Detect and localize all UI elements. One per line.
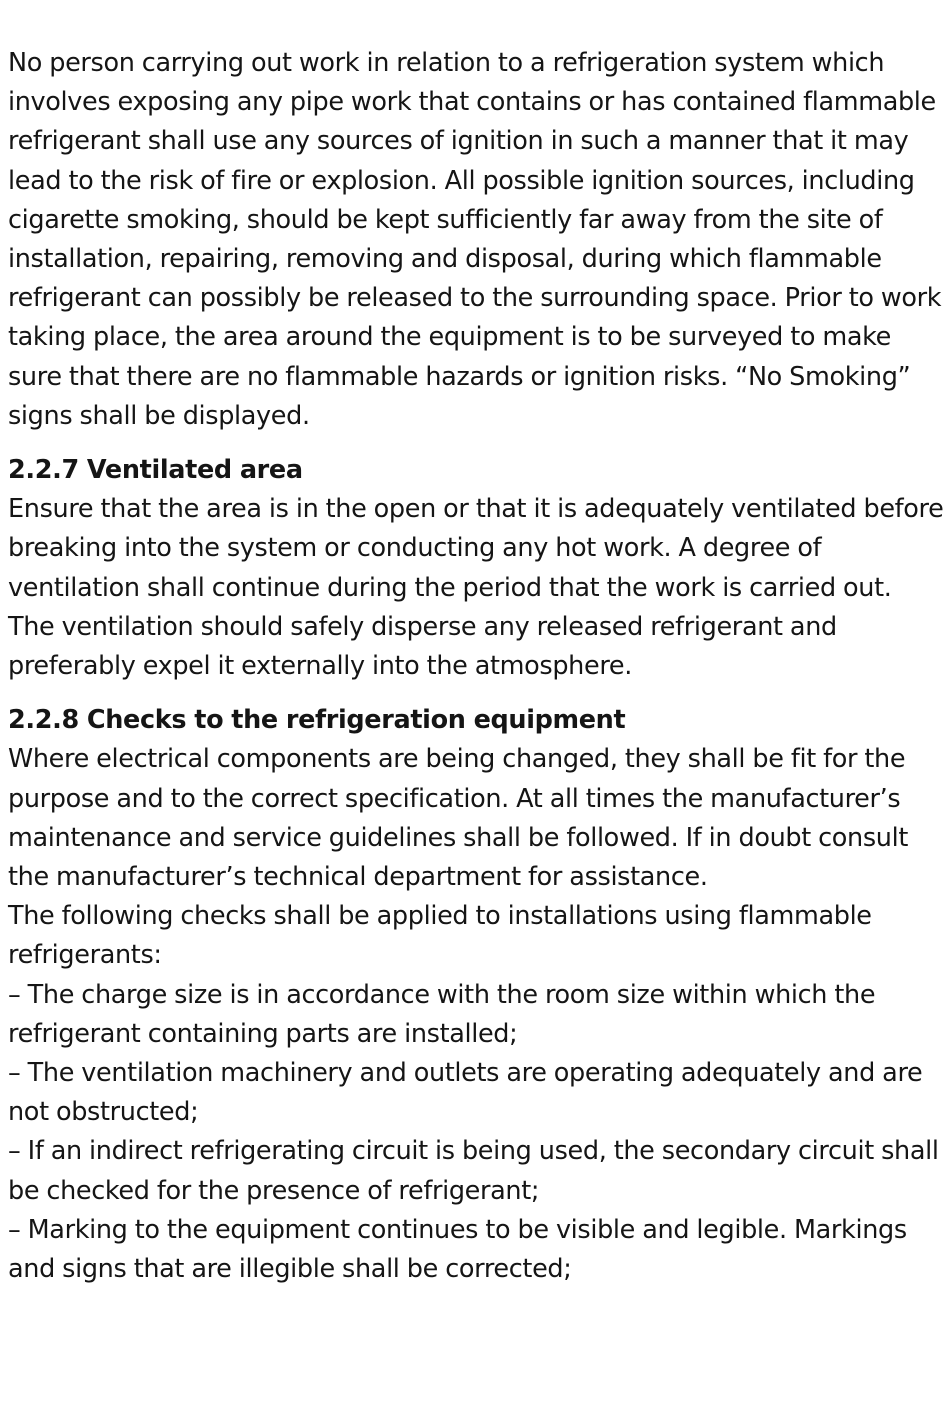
document-page (8, 44, 944, 1289)
section-checks-refrigeration-equipment (8, 701, 944, 1289)
check-item: – The charge size is in accordance with the room size within which the refrigerant containing parts are installed; (8, 979, 876, 1049)
section-body-checks: Where electrical components are being changed, they shall be fit for the purpose and to the correct specification. At all times the manufacturer’s maintenance and service guidelines shall be followed. If in doubt consult the manufacturer’s technical department for assistance. (8, 744, 908, 893)
section-ventilated-area (8, 451, 944, 686)
intro-paragraph: No person carrying out work in relation to a refrigeration system which involves exposing any pipe work that contains or has contained flammable refrigerant shall use any sources of ignition in such a manner that it may lead to the risk of fire or explosion. All possible ignition sources, including cigarette smoking, should be kept sufficiently far away from the site of installation, repairing, removing and disposal, during which flammable refrigerant can possibly be released to the surrounding space. Prior to work taking place, the area around the equipment is to be surveyed to make sure that there are no flammable hazards or ignition risks. “No Smoking” signs shall be displayed. (8, 48, 942, 431)
check-item: – If an indirect refrigerating circuit is being used, the secondary circuit shall be checked for the presence of refrigerant; (8, 1136, 939, 1206)
section-heading-checks: 2.2.8 Checks to the refrigeration equipment (8, 705, 626, 736)
check-item: – Marking to the equipment continues to be visible and legible. Markings and signs that are illegible shall be corrected; (8, 1214, 907, 1285)
check-item: – The ventilation machinery and outlets are operating adequately and are not obstructed; (8, 1058, 923, 1128)
section-body-ventilated-area: Ensure that the area is in the open or that it is adequately ventilated before breaking into the system or conducting any hot work. A degree of ventilation shall continue during the period that the work is carried out. The ventilation should safely disperse any released refrigerant and preferably expel it externally into the atmosphere. (8, 494, 944, 682)
checks-lead-in: The following checks shall be applied to installations using flammable refrigerants: (8, 901, 872, 971)
section-heading-ventilated-area: 2.2.7 Ventilated area (8, 455, 303, 486)
